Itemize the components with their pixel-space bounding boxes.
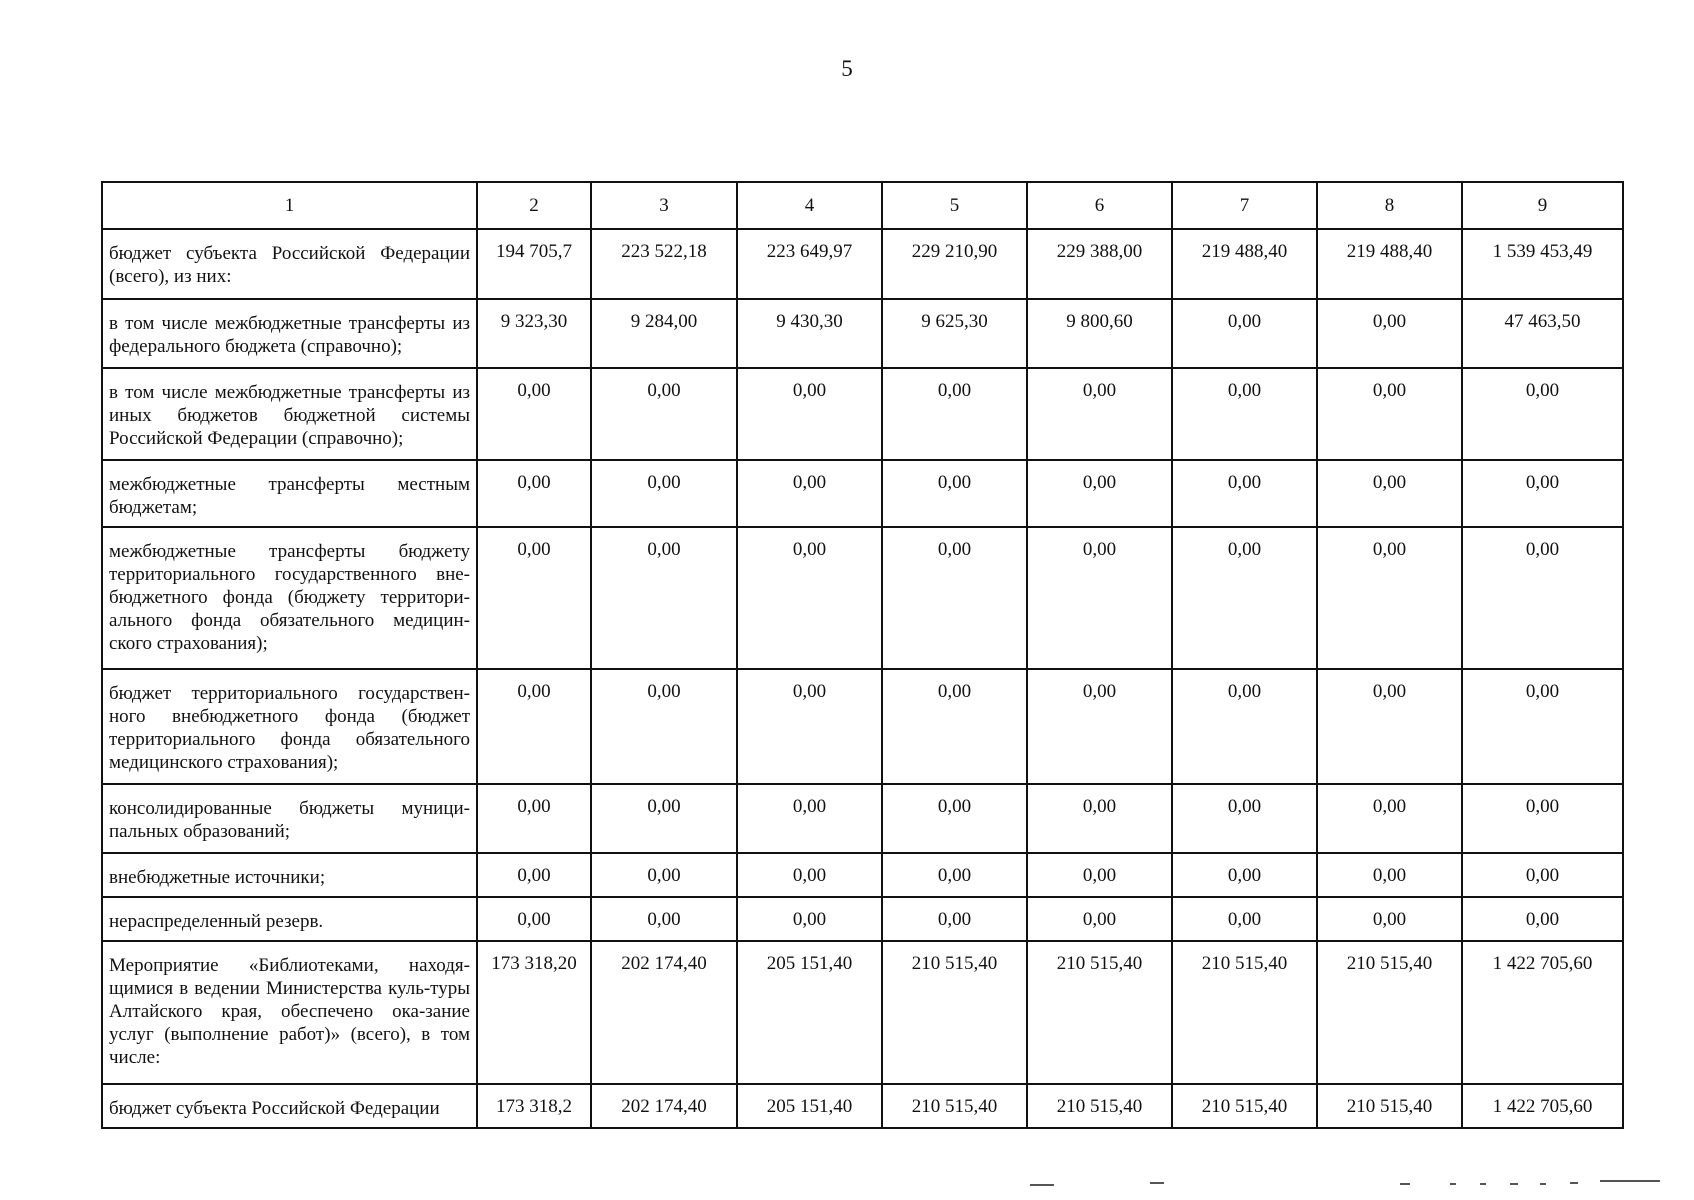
row-value-cell: 0,00: [1172, 527, 1317, 669]
table-row: [102, 784, 1623, 853]
row-value-cell: 0,00: [1317, 784, 1462, 853]
column-header: 3: [591, 182, 737, 229]
row-value-cell: 219 488,40: [1172, 229, 1317, 299]
row-value-cell: 223 649,97: [737, 229, 882, 299]
row-value-cell: 205 151,40: [737, 1084, 882, 1128]
row-value-cell: 0,00: [1317, 460, 1462, 527]
row-value-cell: 210 515,40: [1172, 1084, 1317, 1128]
row-value-cell: 0,00: [477, 897, 591, 941]
scan-artifact-marks: [1030, 1178, 1680, 1192]
page-number: 5: [841, 56, 853, 81]
row-value-cell: 0,00: [1462, 853, 1623, 897]
row-value-cell: 229 210,90: [882, 229, 1027, 299]
row-value-cell: 0,00: [737, 853, 882, 897]
row-value-cell: 9 625,30: [882, 299, 1027, 368]
row-value-cell: 0,00: [477, 784, 591, 853]
column-header: 1: [102, 182, 477, 229]
row-value-cell: 9 323,30: [477, 299, 591, 368]
row-value-cell: 210 515,40: [1317, 1084, 1462, 1128]
column-header: 7: [1172, 182, 1317, 229]
row-value-cell: 0,00: [591, 784, 737, 853]
row-value-cell: 0,00: [1172, 784, 1317, 853]
table-row: [102, 853, 1623, 897]
row-value-cell: 194 705,7: [477, 229, 591, 299]
row-value-cell: 0,00: [737, 460, 882, 527]
row-value-cell: 9 284,00: [591, 299, 737, 368]
row-value-cell: 0,00: [882, 784, 1027, 853]
table-row: [102, 460, 1623, 527]
row-value-cell: 1 539 453,49: [1462, 229, 1623, 299]
row-value-cell: 210 515,40: [1317, 941, 1462, 1084]
table-row: [102, 941, 1623, 1084]
row-value-cell: 0,00: [1172, 368, 1317, 460]
row-label: межбюджетные трансферты местным бюджетам;: [102, 460, 477, 527]
row-label: в том числе межбюджетные трансферты из федерального бюджета (справочно);: [102, 299, 477, 368]
row-value-cell: 0,00: [591, 897, 737, 941]
column-header: 4: [737, 182, 882, 229]
row-value-cell: 0,00: [882, 460, 1027, 527]
row-value-cell: 0,00: [1462, 784, 1623, 853]
row-value-cell: 210 515,40: [1027, 1084, 1172, 1128]
table-header-row: [102, 182, 1623, 229]
table-row: [102, 669, 1623, 784]
row-label: внебюджетные источники;: [102, 853, 477, 897]
row-value-cell: 1 422 705,60: [1462, 1084, 1623, 1128]
row-label: Мероприятие «Библиотеками, находя-щимися в ведении Министерства куль-туры Алтайского края, обеспечено ока-зание услуг (выполнение работ)» (всего), в том числе:: [102, 941, 477, 1084]
row-label: бюджет территориального государствен-ного внебюджетного фонда (бюджет территориального фонда обязательного медицинского страхования);: [102, 669, 477, 784]
row-value-cell: 0,00: [477, 853, 591, 897]
row-value-cell: 0,00: [737, 527, 882, 669]
row-value-cell: 0,00: [591, 460, 737, 527]
row-value-cell: 205 151,40: [737, 941, 882, 1084]
row-label: консолидированные бюджеты муници-пальных образований;: [102, 784, 477, 853]
row-value-cell: 223 522,18: [591, 229, 737, 299]
row-value-cell: 0,00: [1462, 460, 1623, 527]
row-label: нераспределенный резерв.: [102, 897, 477, 941]
row-value-cell: 0,00: [1317, 299, 1462, 368]
row-label: в том числе межбюджетные трансферты из иных бюджетов бюджетной системы Российской Федерации (справочно);: [102, 368, 477, 460]
row-value-cell: 0,00: [1317, 853, 1462, 897]
row-value-cell: 0,00: [477, 669, 591, 784]
row-value-cell: 0,00: [477, 527, 591, 669]
table-row: [102, 527, 1623, 669]
column-header: 8: [1317, 182, 1462, 229]
row-value-cell: 0,00: [1172, 460, 1317, 527]
row-value-cell: 0,00: [591, 368, 737, 460]
row-value-cell: 0,00: [477, 368, 591, 460]
row-value-cell: 210 515,40: [882, 941, 1027, 1084]
row-value-cell: 0,00: [591, 853, 737, 897]
row-value-cell: 0,00: [737, 669, 882, 784]
row-value-cell: 0,00: [1172, 897, 1317, 941]
row-value-cell: 47 463,50: [1462, 299, 1623, 368]
table-row: [102, 229, 1623, 299]
row-label: бюджет субъекта Российской Федерации (всего), из них:: [102, 229, 477, 299]
row-value-cell: 1 422 705,60: [1462, 941, 1623, 1084]
row-value-cell: 0,00: [1027, 897, 1172, 941]
row-value-cell: 0,00: [1027, 853, 1172, 897]
row-value-cell: 0,00: [882, 897, 1027, 941]
column-header: 6: [1027, 182, 1172, 229]
row-value-cell: 0,00: [1317, 669, 1462, 784]
row-value-cell: 0,00: [1027, 669, 1172, 784]
row-value-cell: 0,00: [1317, 527, 1462, 669]
row-value-cell: 210 515,40: [1027, 941, 1172, 1084]
row-value-cell: 0,00: [1172, 669, 1317, 784]
row-value-cell: 219 488,40: [1317, 229, 1462, 299]
row-value-cell: 0,00: [1462, 897, 1623, 941]
row-value-cell: 0,00: [591, 527, 737, 669]
column-header: 5: [882, 182, 1027, 229]
row-value-cell: 0,00: [882, 669, 1027, 784]
row-value-cell: 229 388,00: [1027, 229, 1172, 299]
table-row: [102, 897, 1623, 941]
budget-table: [101, 181, 1624, 1129]
row-value-cell: 210 515,40: [882, 1084, 1027, 1128]
row-value-cell: 0,00: [477, 460, 591, 527]
row-value-cell: 173 318,2: [477, 1084, 591, 1128]
row-value-cell: 0,00: [1172, 853, 1317, 897]
row-value-cell: 0,00: [882, 853, 1027, 897]
row-value-cell: 173 318,20: [477, 941, 591, 1084]
row-value-cell: 0,00: [591, 669, 737, 784]
table-row: [102, 368, 1623, 460]
row-label: бюджет субъекта Российской Федерации: [102, 1084, 477, 1128]
row-value-cell: 0,00: [1462, 669, 1623, 784]
row-label: межбюджетные трансферты бюджету территориального государственного вне-бюджетного фонда (бюджету территори-ального фонда обязательного медицин-ского страхования);: [102, 527, 477, 669]
row-value-cell: 0,00: [1317, 897, 1462, 941]
row-value-cell: 0,00: [1317, 368, 1462, 460]
row-value-cell: 0,00: [1027, 784, 1172, 853]
row-value-cell: 0,00: [882, 368, 1027, 460]
row-value-cell: 202 174,40: [591, 1084, 737, 1128]
row-value-cell: 0,00: [1172, 299, 1317, 368]
budget-table-container: [101, 181, 1622, 1129]
row-value-cell: 9 430,30: [737, 299, 882, 368]
table-row: [102, 1084, 1623, 1128]
row-value-cell: 0,00: [1462, 368, 1623, 460]
row-value-cell: 0,00: [1027, 527, 1172, 669]
row-value-cell: 0,00: [1027, 460, 1172, 527]
row-value-cell: 210 515,40: [1172, 941, 1317, 1084]
row-value-cell: 0,00: [882, 527, 1027, 669]
row-value-cell: 0,00: [737, 368, 882, 460]
row-value-cell: 202 174,40: [591, 941, 737, 1084]
table-row: [102, 299, 1623, 368]
row-value-cell: 0,00: [737, 897, 882, 941]
column-header: 9: [1462, 182, 1623, 229]
column-header: 2: [477, 182, 591, 229]
row-value-cell: 0,00: [737, 784, 882, 853]
row-value-cell: 0,00: [1027, 368, 1172, 460]
row-value-cell: 9 800,60: [1027, 299, 1172, 368]
row-value-cell: 0,00: [1462, 527, 1623, 669]
